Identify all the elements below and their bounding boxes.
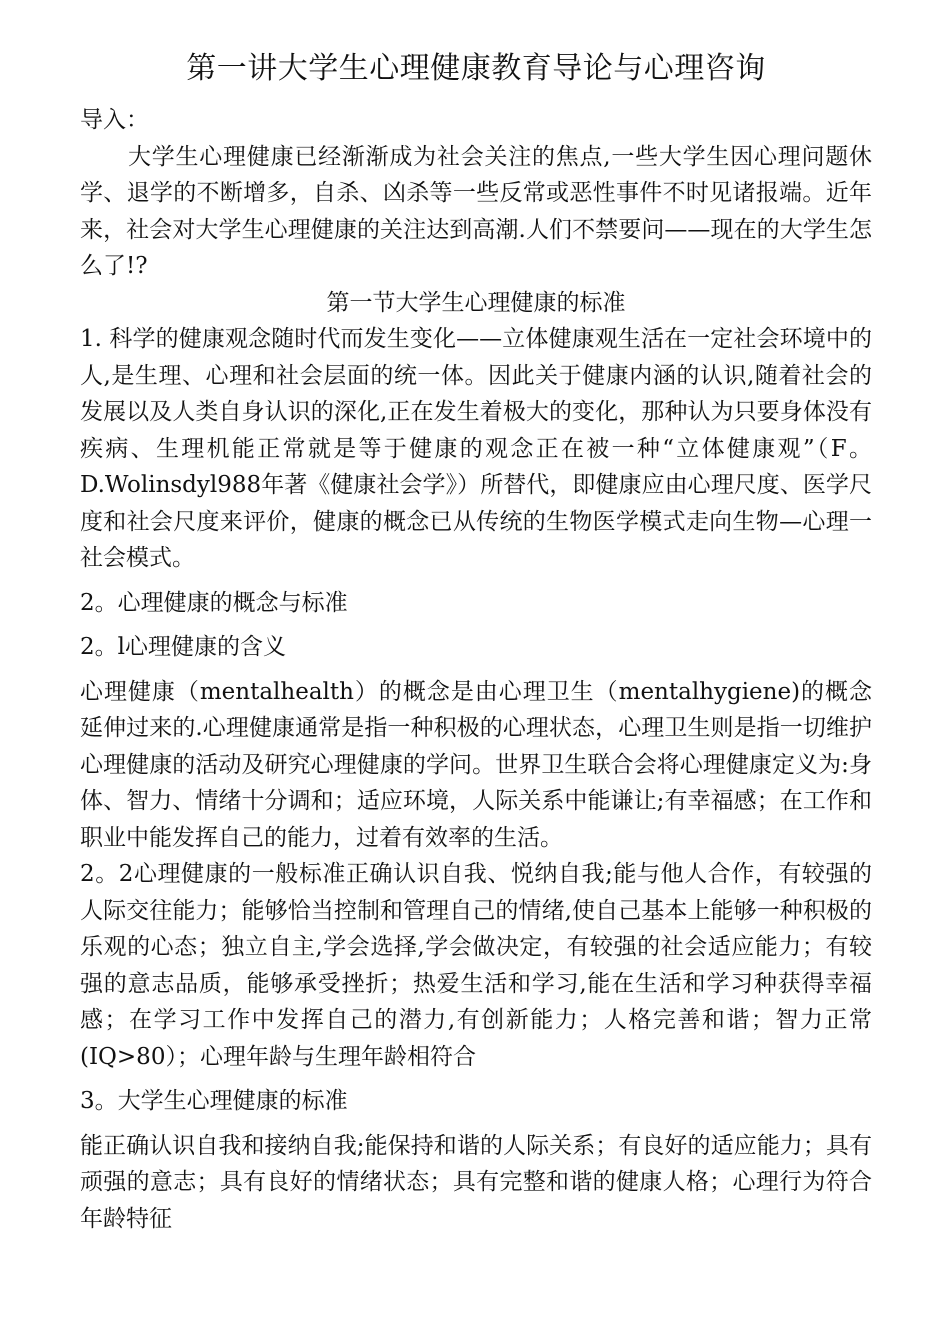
paragraph-1: 1. 科学的健康观念随时代而发生变化——立体健康观生活在一定社会环境中的人,是生理、心理和社会层面的统一体。因此关于健康内涵的认识,随着社会的发展以及人类自身认识的深化,正在发生着极大的变化，那种认为只要身体没有疾病、生理机能正常就是等于健康的观念正在被一种“立体健康观”（F。D.Wolinsdyl988年著《健康社会学》）所替代，即健康应由心理尺度、医学尺度和社会尺度来评价，健康的概念已从传统的生物医学模式走向生物—心理一社会模式。 (80, 326, 872, 571)
section-1-title: 第一节大学生心理健康的标准 (326, 289, 626, 316)
intro-paragraph: 大学生心理健康已经渐渐成为社会关注的焦点,一些大学生因心理问题休学、退学的不断增多，自杀、凶杀等一些反常或恶性事件不时见诸报端。近年来，社会对大学生心理健康的关注达到高潮.人们不禁要问——现在的大学生怎么了!? (80, 143, 872, 279)
paragraph-2-1: 心理健康（mentalhealth）的概念是由心理卫生（mentalhygiene)的概念延伸过来的.心理健康通常是指一种积极的心理状态，心理卫生则是指一切维护心理健康的活动及研究心理健康的学问。世界卫生联合会将心理健康定义为:身体、智力、情绪十分调和；适应环境，人际关系中能谦让;有幸福感；在工作和职业中能发挥自己的能力，过着有效率的生活。 (80, 678, 872, 851)
intro-label: 导入： (80, 107, 149, 133)
heading-2: 2。心理健康的概念与标准 (80, 589, 348, 616)
paragraph-2-2: 2。2心理健康的一般标准正确认识自我、悦纳自我;能与他人合作，有较强的人际交往能力；能够恰当控制和管理自己的情绪,使自己基本上能够一种积极的乐观的心态；独立自主,学会选择,学会做决定，有较强的社会适应能力；有较强的意志品质，能够承受挫折；热爱生活和学习,能在生活和学习种获得幸福感；在学习工作中发挥自己的潜力,有创新能力；人格完善和谐；智力正常(IQ>80）；心理年龄与生理年龄相符合 (80, 861, 872, 1070)
heading-3: 3。大学生心理健康的标准 (80, 1088, 348, 1114)
paragraph-3: 能正确认识自我和接纳自我;能保持和谐的人际关系；有良好的适应能力；具有顽强的意志；具有良好的情绪状态；具有完整和谐的健康人格；心理行为符合年龄特征 (80, 1132, 872, 1232)
document-page (80, 48, 872, 1237)
heading-2-1: 2。l心理健康的含义 (80, 634, 286, 660)
document-title: 第一讲大学生心理健康教育导论与心理咨询 (186, 51, 766, 86)
